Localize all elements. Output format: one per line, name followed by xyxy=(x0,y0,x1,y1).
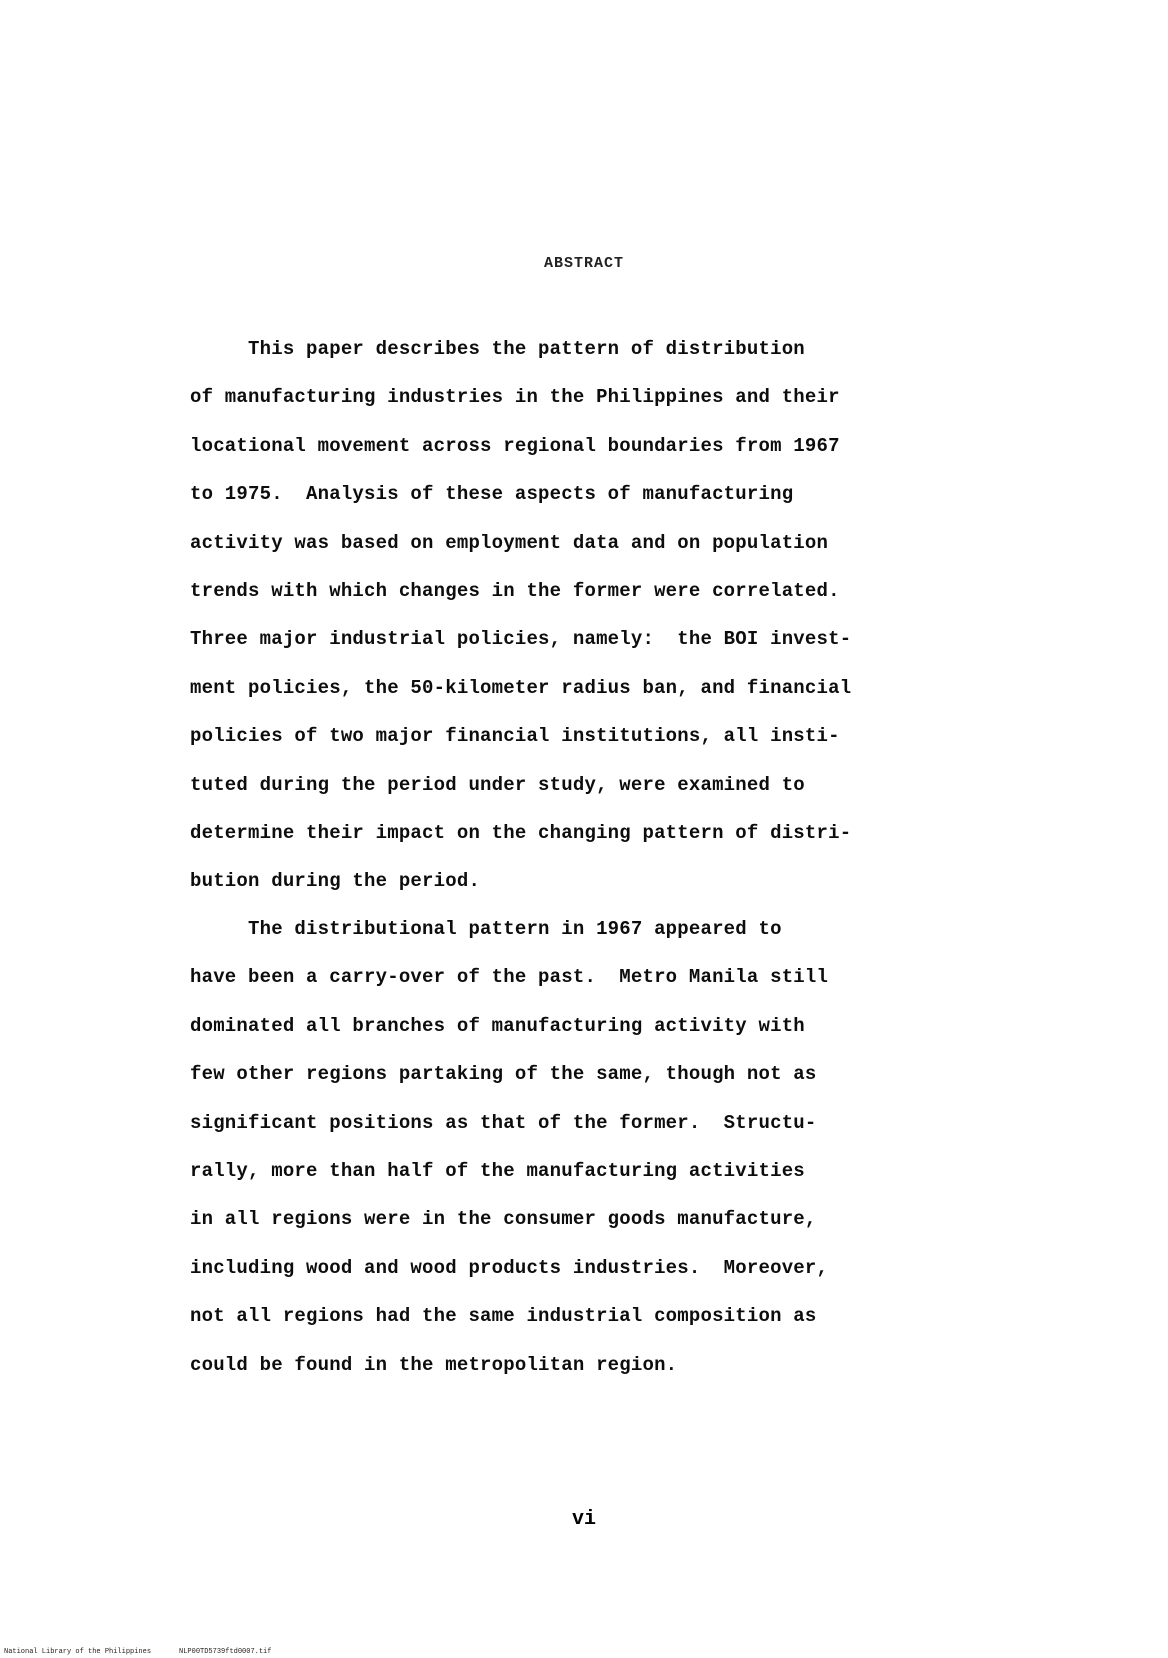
text-line: ment policies, the 50-kilometer radius ban, and financial xyxy=(190,676,852,699)
text-line: not all regions had the same industrial composition as xyxy=(190,1305,817,1328)
text-line: tuted during the period under study, were examined to xyxy=(190,773,805,796)
scan-footer xyxy=(4,1648,299,1656)
text-line: of manufacturing industries in the Philippines and their xyxy=(190,386,840,409)
text-line: dominated all branches of manufacturing activity with xyxy=(190,1014,805,1037)
text-line: bution during the period. xyxy=(190,870,481,893)
text-line: significant positions as that of the former. Structu- xyxy=(190,1111,817,1134)
text-line: locational movement across regional boundaries from 1967 xyxy=(190,434,840,457)
abstract-title: ABSTRACT xyxy=(543,255,624,272)
paragraph-1 xyxy=(190,325,990,906)
text-line: determine their impact on the changing pattern of distri- xyxy=(190,821,852,844)
text-line: Three major industrial policies, namely: the BOI invest- xyxy=(190,628,852,651)
paragraph-2 xyxy=(190,905,990,1389)
text-line: The distributional pattern in 1967 appeared to xyxy=(190,918,782,940)
page-number: vi xyxy=(571,1508,596,1531)
text-line: in all regions were in the consumer goods manufacture, xyxy=(190,1208,817,1231)
text-line: have been a carry-over of the past. Metro Manila still xyxy=(190,966,829,989)
text-line: could be found in the metropolitan region. xyxy=(190,1353,678,1376)
text-line: few other regions partaking of the same, though not as xyxy=(190,1063,817,1086)
text-line: policies of two major financial institutions, all insti- xyxy=(190,725,840,748)
text-line: trends with which changes in the former were correlated. xyxy=(190,579,840,602)
text-line: activity was based on employment data and on population xyxy=(190,531,829,554)
text-line: to 1975. Analysis of these aspects of manufacturing xyxy=(190,483,794,506)
text-line: including wood and wood products industries. Moreover, xyxy=(190,1256,829,1279)
footer-file: NLP00TD5739ftd0007.tif xyxy=(179,1648,272,1656)
footer-library: National Library of the Philippines xyxy=(4,1648,152,1656)
text-line: This paper describes the pattern of distribution xyxy=(190,338,805,360)
text-line: rally, more than half of the manufacturing activities xyxy=(190,1159,805,1182)
